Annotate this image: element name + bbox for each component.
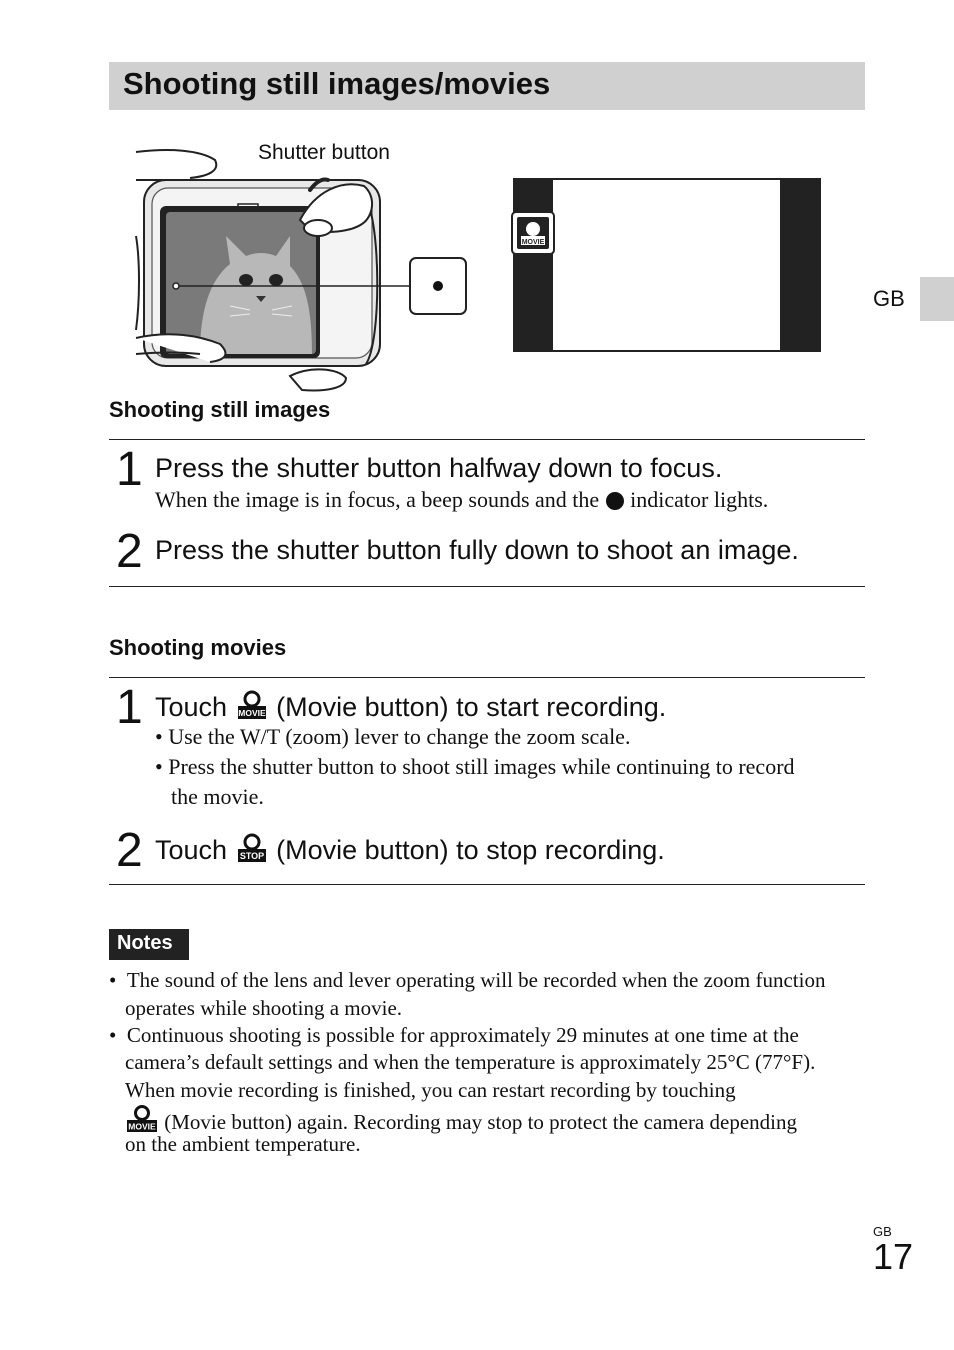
movie-screen-illustration xyxy=(510,176,824,356)
step-number: 2 xyxy=(116,525,143,578)
list-item: • Use the W/T (zoom) lever to change the zoom scale. xyxy=(155,724,631,749)
page-language-label: GB xyxy=(873,1224,892,1239)
side-language-label: GB xyxy=(873,286,905,311)
page-title: Shooting still images/movies xyxy=(123,66,551,101)
section-title-bar xyxy=(109,62,865,110)
section-rule xyxy=(109,439,865,440)
movie-button-icon xyxy=(125,1105,159,1133)
svg-text:MOVIE: MOVIE xyxy=(521,239,545,246)
section-rule xyxy=(109,677,865,678)
svg-text:MOVIE: MOVIE xyxy=(128,1121,156,1132)
note-line: MOVIE (Movie button) again. Recording may stop to protect the camera depending xyxy=(125,1105,797,1135)
movie-stop-icon xyxy=(235,833,269,863)
svg-text:STOP: STOP xyxy=(239,851,264,861)
step-text: Press the shutter button fully down to shoot an image. xyxy=(155,535,799,565)
note-line: operates while shooting a movie. xyxy=(125,996,403,1020)
movie-button-icon xyxy=(235,690,269,720)
step-text: Touch MOVIE (Movie button) to start recording. xyxy=(155,692,667,722)
page-number: 17 xyxy=(873,1236,914,1277)
step-number: 1 xyxy=(116,681,143,734)
note-line: on the ambient temperature. xyxy=(125,1132,361,1156)
indicator-dot-icon xyxy=(605,491,625,511)
side-tab xyxy=(920,277,954,321)
svg-text:MOVIE: MOVIE xyxy=(237,708,266,718)
section-rule xyxy=(109,884,865,885)
step-number: 1 xyxy=(116,443,143,496)
step-number: 2 xyxy=(116,824,143,877)
step-text: Touch STOP (Movie button) to stop recording. xyxy=(155,835,665,865)
step-detail: When the image is in focus, a beep sounds and the indicator lights. xyxy=(155,487,769,512)
list-item: • Press the shutter button to shoot still images while continuing to record xyxy=(155,754,795,779)
movie-button-icon xyxy=(512,212,554,254)
camera-illustration xyxy=(130,140,480,400)
list-item-continuation: the movie. xyxy=(171,784,264,809)
note-line: camera’s default settings and when the temperature is approximately 25°C (77°F). xyxy=(125,1050,816,1074)
note-item: • Continuous shooting is possible for approximately 29 minutes at one time at the xyxy=(109,1023,799,1047)
movies-heading: Shooting movies xyxy=(109,635,287,660)
still-images-heading: Shooting still images xyxy=(109,397,331,422)
note-item: • The sound of the lens and lever operating will be recorded when the zoom function xyxy=(109,968,826,992)
step-text: Press the shutter button halfway down to focus. xyxy=(155,453,723,483)
shutter-button-label: Shutter button xyxy=(258,141,390,164)
notes-badge: Notes xyxy=(109,929,189,960)
note-line: When movie recording is finished, you can restart recording by touching xyxy=(125,1078,736,1102)
section-rule xyxy=(109,586,865,587)
